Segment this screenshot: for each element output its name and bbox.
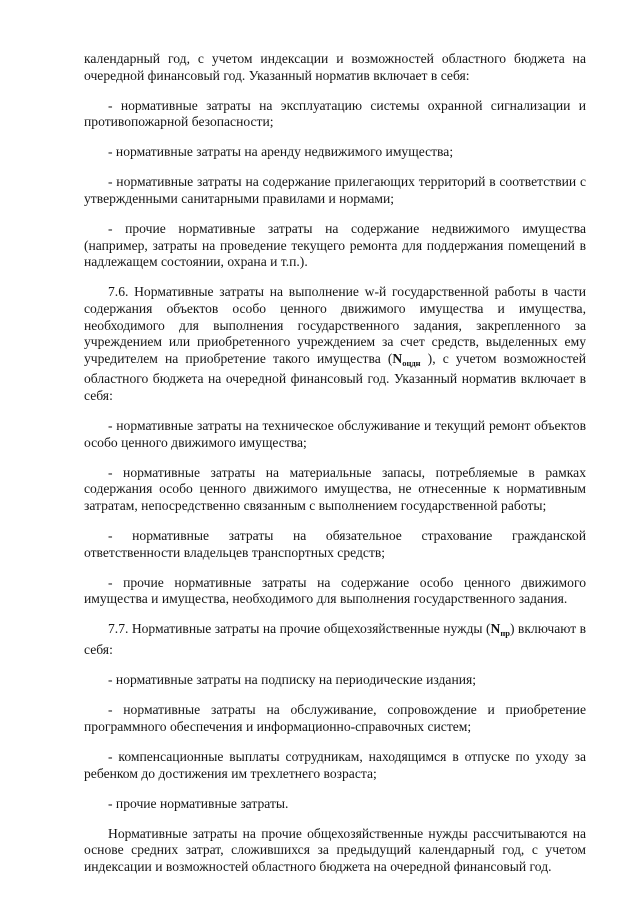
list-item-compensation: - компенсационные выплаты сотрудникам, находящимся в отпуске по уходу за ребенком до достижения им трехлетнего возраста; xyxy=(84,748,586,781)
list-item-subscription: - нормативные затраты на подписку на периодические издания; xyxy=(108,672,477,688)
section-7-7-text-before: 7.7. Нормативные затраты на прочие общехозяйственные нужды ( xyxy=(108,621,491,637)
section-7-6 xyxy=(84,284,586,404)
list-item-materials: - нормативные затраты на материальные запасы, потребляемые в рамках содержания особо ценного движимого имущества, не отнесенные к нормативным затратам, непосредственно связанным с выполнением государственной работы; xyxy=(84,464,586,513)
list-item-maintenance: - нормативные затраты на техническое обслуживание и текущий ремонт объектов особо ценного движимого имущества; xyxy=(84,418,586,450)
list-item-software: - нормативные затраты на обслуживание, сопровождение и приобретение программного обеспечения и информационно-справочных систем; xyxy=(84,702,586,734)
list-item-security-alarm: - нормативные затраты на эксплуатацию системы охранной сигнализации и противопожарной безопасности; xyxy=(84,97,586,130)
list-item-rent: - нормативные затраты на аренду недвижимого имущества; xyxy=(108,144,454,160)
paragraph-calculation: Нормативные затраты на прочие общехозяйственные нужды рассчитываются на основе средних затрат, сложившихся за предыдущий календарный год, с учетом индексации и возможностей областного бюджета на очередной финансовый год. xyxy=(84,825,586,874)
list-item-other-general: - прочие нормативные затраты. xyxy=(108,795,289,811)
formula-symbol-n-pr: N xyxy=(490,621,501,637)
section-7-7-text-after: ) включают в себя: xyxy=(84,621,586,658)
list-item-other-realty: - прочие нормативные затраты на содержание недвижимого имущества (например, затраты на проведение текущего ремонта для поддержания помещений в надлежащем состоянии, охрана и т.п.). xyxy=(84,221,586,270)
formula-subscript-pr: пр xyxy=(500,628,510,639)
list-item-insurance: - нормативные затраты на обязательное страхование гражданской ответственности владельцев транспортных средств; xyxy=(84,528,586,560)
section-7-7 xyxy=(84,621,586,658)
formula-symbol-n: N xyxy=(392,350,403,366)
section-7-6-text-after: ), с учетом возможностей областного бюджета на очередной финансовый год. Указанный норматив включает в себя: xyxy=(84,350,586,403)
document-page xyxy=(84,51,586,889)
section-7-6-text-before: 7.6. Нормативные затраты на выполнение w-й государственной работы в части содержания объектов особо ценного движимого имущества и имущества, необходимого для выполнения государственного задания, закрепленного за учреждением или приобретенного учреждением за счет средств, выделенных ему учредителем на приобретение такого имущества ( xyxy=(84,284,586,366)
list-item-territory: - нормативные затраты на содержание прилегающих территорий в соответствии с утвержденными санитарными правилами и нормами; xyxy=(84,174,586,207)
paragraph-continuation: календарный год, с учетом индексации и возможностей областного бюджета на очередной финансовый год. Указанный норматив включает в себя: xyxy=(84,51,586,83)
formula-subscript-ocdn: оцдн xyxy=(402,357,421,368)
list-item-other-movable: - прочие нормативные затраты на содержание особо ценного движимого имущества и имущества, необходимого для выполнения государственного задания. xyxy=(84,574,586,607)
